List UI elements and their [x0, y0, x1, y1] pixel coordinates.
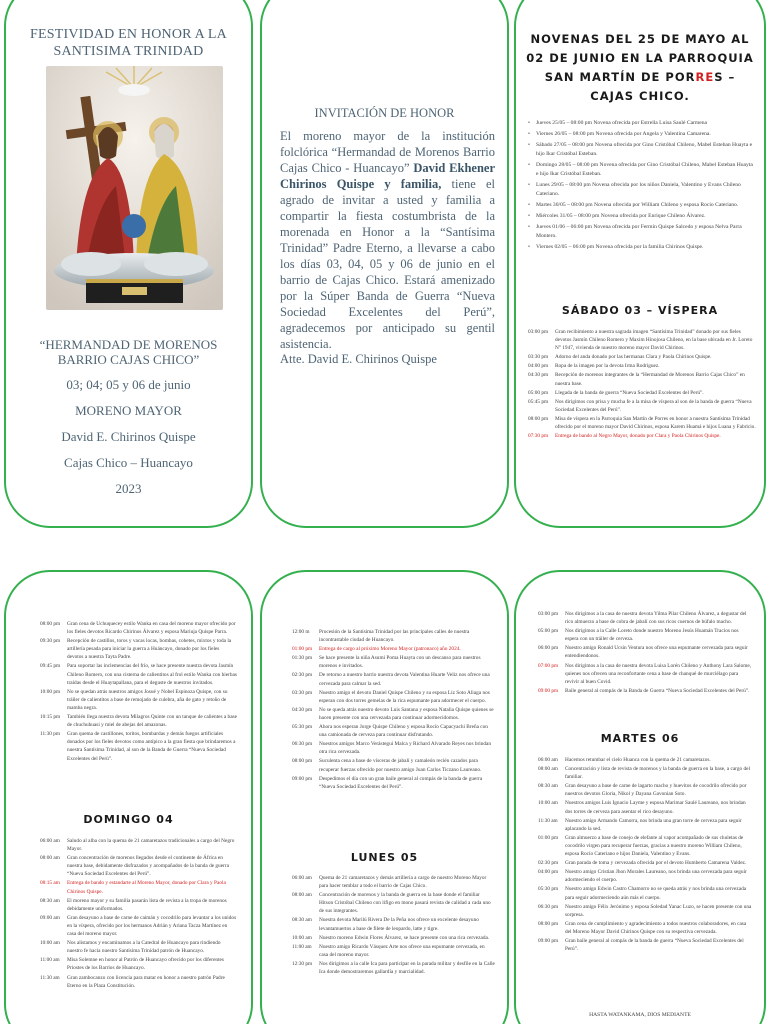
schedule-row	[528, 432, 756, 440]
schedule-row	[292, 645, 495, 653]
schedule-row	[292, 943, 495, 959]
closing-line: HASTA WATANKAMA, DIOS MEDIANTE	[589, 1012, 691, 1018]
schedule-time: 12:30 pm	[292, 960, 313, 967]
schedule-time: 10:00 pm	[40, 688, 61, 695]
schedule-description: Nuestra devota Marilú Rivera De la Peña nos ofrece un excelente desayuno levantamuertos a base de filete de leopardo, latte y tigre.	[319, 917, 479, 932]
schedule-row	[292, 757, 495, 773]
schedule-description: Gran cena de cumplimiento y agradecimiento a todos nuestros colaboradores, en casa del Moreno Mayor David Chirinos Quispe con su respectiva cervezada.	[565, 920, 747, 935]
schedule-row	[40, 854, 237, 878]
schedule-row	[528, 362, 756, 370]
schedule-time: 11:30 pm	[40, 731, 60, 738]
schedule-description: Gran cena de Uchuquecey estilo Wanka en casa del moreno mayor ofrecido por los fieles devotos Ricardo Chirinos Álvarez y esposa Mariuja Quispe Parra.	[67, 621, 236, 636]
schedule-row	[40, 956, 237, 972]
schedule-description: No se queda atrás nuestro devoto Luis Santana y esposa Natalia Quispe quienes se hacen presente con una cervezada para continuar adormecidomos.	[319, 706, 494, 721]
schedule-description: Nos dirigimos a la casa de nuestra devota Yilma Pilar Chileno Álvarez, a degustar del rico almuerzo a base de cobra de jabalí con sus ricos cuernos de búfalo macho.	[565, 611, 747, 626]
schedule-row	[292, 740, 495, 756]
schedule-time: 08:00 am	[292, 892, 312, 899]
schedule-time: 11:30 am	[40, 974, 60, 981]
schedule-row	[292, 934, 495, 942]
novena-item: • Jueves 25/05 – 08:00 pm Novena ofrecida por Estrella Luisa Saulé Carmena	[528, 119, 756, 128]
trinity-statue-image	[46, 66, 223, 310]
novena-item: • Viernes 26/05 – 08:00 pm Novena ofrecida por Angela y Valentina Camarena.	[528, 130, 756, 139]
schedule-description: Recepción de morenos integrantes de la “Hermandad de Morenos Barrio Cajas Chico” en nuestra base.	[555, 372, 745, 387]
schedule-time: 06:00 am	[292, 875, 312, 881]
schedule-time: 07:30 pm	[528, 433, 549, 440]
schedule-time: 08:30 am	[538, 783, 558, 790]
location: Cajas Chico – Huancayo	[64, 455, 193, 470]
schedule-description: Nuestro amigo el devoto Daniel Quispe Chileno y su esposa Liz Soto Aliaga nos esperan con dos torres gemelas de la rica espumante para adormecer el cuerpo.	[319, 689, 490, 704]
monday-evening-schedule	[538, 610, 752, 696]
novenas-title-part-1: NOVENAS DEL 25 DE MAYO AL 02 DE JUNIO EN LA PARROQUIA SAN MARTÍN DE POR	[526, 32, 754, 84]
schedule-time: 10:15 pm	[40, 714, 61, 721]
novena-item: • Lunes 29/05 – 08:00 pm Novena ofrecida por los niños Daniela, Valentino y Evans Chileno Cateriano.	[528, 181, 756, 199]
novenas-title-part-2: S – CAJAS CHICO.	[590, 70, 736, 103]
schedule-row	[528, 389, 756, 397]
schedule-row	[292, 874, 495, 890]
schedule-row	[292, 723, 495, 739]
novena-item: • Domingo 28/05 – 08:00 pm Novena ofrecida por Gino Cristóbal Chileno, Mabel Esteban Huayta e hijo Ikar Cristóbal Esteban.	[528, 161, 756, 179]
schedule-description: Concentración y lista de revista de morenos y la banda de guerra en la base, a cargo del familiar.	[565, 766, 750, 781]
schedule-description: Adorno del anda donado por las hermanas Clara y Paola Chirinos Quispe.	[555, 354, 712, 361]
schedule-time: 03:00 pm	[538, 611, 559, 617]
schedule-time: 05:30 pm	[538, 886, 559, 893]
schedule-row	[292, 628, 495, 644]
schedule-row	[538, 662, 752, 686]
novena-item: • Jueves 01/06 – 06:00 pm Novena ofrecida por Fermín Quispe Salcedo y esposa Nelva Parra Montero.	[528, 223, 756, 241]
schedule-time: 05:45 pm	[528, 398, 549, 405]
schedule-time: 04:30 pm	[292, 706, 313, 713]
schedule-time: 08:00 pm	[292, 758, 313, 765]
schedule-time: 02:30 pm	[292, 672, 313, 679]
schedule-row	[292, 916, 495, 932]
schedule-time: 05:30 pm	[292, 724, 313, 731]
schedule-description: Nuestro amigo Edwin Castro Chamorro no se queda atrás y nos brinda una cervezada para seguir adormeciendo aún más el cuerpo.	[565, 886, 747, 901]
schedule-time: 10:00 am	[40, 940, 60, 947]
schedule-row	[292, 891, 495, 915]
domingo-schedule	[40, 837, 237, 991]
schedule-description: Nuestro amigo Armando Camorra, nos brinda una gran torre de cerveza para seguir aplacando la sed.	[565, 817, 742, 832]
martes-schedule	[538, 756, 752, 954]
novena-item: • Viernes 02/05 – 06:00 pm Novena ofrecida por la familia Chirinos Quispe.	[528, 243, 756, 252]
schedule-description: El moreno mayor y su familia pasarán lista de revista a la tropa de morenos debidamente uniformados.	[67, 897, 227, 912]
schedule-row	[292, 689, 495, 705]
schedule-row	[40, 620, 237, 636]
schedule-time: 08:00 pm	[538, 920, 559, 927]
schedule-description: Procesión de la Santísima Trinidad por las principales calles de nuestra incontrastable ciudad de Huancayo.	[319, 629, 470, 644]
schedule-description: Para soportar las inclemencias del frío, se hace presente nuestra devota Jasmín Chileno Romero, con una cisterna de calientitos al frol estilo Wanka con hierbas traídas desde el Huaytapallana, para el deguste de nuestros invitados.	[67, 663, 237, 686]
schedule-time: 08:00 pm	[40, 621, 61, 627]
schedule-row	[538, 885, 752, 901]
schedule-time: 08:30 am	[40, 897, 60, 904]
schedule-description: Entrega de bando y estandarte al Moreno Mayor, donado por Clara y Paola Chirinos Quispe.	[67, 880, 226, 895]
invitation-host: David Ekhener Chirinos Quispe y familia,	[280, 161, 496, 191]
sabado-schedule	[528, 328, 756, 441]
schedule-row	[40, 637, 237, 661]
schedule-time: 04:00 pm	[528, 363, 549, 370]
schedule-description: De retorno a nuestro barrio nuestra devota Valentina Huarte Veliz nos ofrece una cervezada para calmar la sed.	[319, 672, 490, 687]
invitation-text-2: tiene el agrado de invitar a usted y familia a compartir la fiesta costumbrista de la morenada en Honor a la “Santísima Trinidad” Padre Eterno, a llevarse a cabo los días 03, 04, 05 y 06 de junio en el barrio de Cajas Chico. Estará amenizado por la Súper Banda de Guerra “Nueva Sociedad Excelentes del Perú”, agradecemos por anticipado su gentil asistencia.	[280, 177, 495, 351]
schedule-time: 10:00 am	[538, 800, 558, 807]
schedule-time: 09:45 pm	[40, 663, 61, 670]
schedule-time: 06:00 am	[40, 838, 60, 844]
schedule-description: Gran baile general al compás de la banda de guerra “Nueva Sociedad Excelentes del Perú”.	[565, 937, 744, 953]
schedule-row	[538, 859, 752, 867]
schedule-row	[538, 610, 752, 626]
lunes-heading: LUNES 05	[350, 851, 419, 864]
sunday-afternoon-schedule	[292, 628, 495, 792]
schedule-time: 09:30 pm	[40, 638, 61, 645]
schedule-time: 08:00 am	[40, 855, 60, 862]
schedule-description: Quema de 21 camaretazos y demás artillería a cargo de nuestro Moreno Mayor para hacer temblar a todo el barrio de Cajas Chico.	[319, 875, 487, 890]
schedule-description: Despedimos el día con un gran baile general al compás de la banda de guerra “Nueva Sociedad Excelentes del Perú”.	[319, 775, 483, 790]
schedule-description: Gran parada de toma y cervezada ofrecida por el devoto Humberto Camarena Valdez.	[565, 860, 747, 867]
schedule-description: Nuestro moreno Edwin Flores Álvarez, se hace presente con una rica cervezada.	[319, 934, 490, 941]
schedule-description: Nuestros amigos Marco Verástegui Malca y Richard Alvarado Reyes nos brindan otra rica cervezada.	[319, 741, 492, 756]
schedule-time: 06:30 pm	[538, 903, 559, 910]
schedule-row	[40, 730, 237, 762]
schedule-description: Gran quema de castillones, toritos, bombardas y demás fuegos artificiales donados por los fieles devotos como antípico a la gran fiesta que brindaremos a nuestra Santísima Trinidad, al son de la Banda de Guerra “Nueva Sociedad Excelentes del Perú”.	[67, 731, 236, 762]
novena-item: • Martes 30/05 – 08:00 pm Novena ofrecida por William Chileno y esposa Rocío Cateriano.	[528, 201, 756, 210]
schedule-description: Suculenta cena a base de vísceras de jabalí y camaleón recién cazados para recuperar fuerzas ofrecido por nuestro amigo Juan Carlos Ticzano Laureano.	[319, 758, 482, 773]
schedule-time: 04:00 pm	[538, 869, 559, 876]
schedule-description: Nos dirigimos a la casa de nuestra devota Luisa Lorén Chileno y Anthony Lara Salome, quienes nos ofrecen una reconfortante cena a base de chanqué de murciélago para revivir al buen Covid.	[565, 662, 752, 685]
schedule-description: Ropa de la imagen por la devota Irma Rodríguez.	[555, 363, 660, 370]
panel-novenas	[514, 0, 766, 528]
schedule-description: También llega nuestra devota Milagros Quinte con un tanque de calientes a base de chuchuhuasi y miel de abejas del amazonas.	[67, 714, 237, 729]
domingo-heading: DOMINGO 04	[83, 813, 174, 826]
schedule-time: 01:00 pm	[292, 646, 313, 653]
schedule-row	[528, 328, 756, 352]
schedule-time: 12:00 m	[292, 629, 310, 635]
schedule-time: 05:00 pm	[528, 389, 549, 396]
schedule-row	[40, 914, 237, 938]
schedule-description: Nuestro amigo Ricardo Vásquez Arte nos ofrece una espumante cervezada, en casa del moreno mayor.	[319, 943, 485, 958]
schedule-time: 03:00 pm	[528, 329, 549, 335]
schedule-description: Gran desayuno a base de carne de lagarto macho y huevitos de cocodrilo ofrecido por nuestros devotos Gloria, Nikol y Dayana Gavonian Soto.	[565, 783, 747, 798]
schedule-row	[538, 644, 752, 660]
schedule-row	[538, 834, 752, 858]
schedule-row	[40, 879, 237, 895]
schedule-row	[40, 688, 237, 712]
schedule-time: 06:00 pm	[538, 645, 559, 652]
schedule-time: 11:00 am	[292, 943, 312, 950]
schedule-description: No se quedan atrás nuestros amigos Josué y Nobel Espinoza Quispe, con su tráiler de calientitos a base de remojado de culebra, aña de gato y retoño de mamba negra.	[67, 688, 228, 711]
schedule-description: Nos alistamos y encaminamos a la Catedral de Huancayo para rindiendo nuestro fe hacia nuestro Santísima Trinidad patrón de Huancayo.	[67, 940, 221, 955]
panel-saturday-night-sunday	[4, 570, 253, 1024]
schedule-row	[292, 775, 495, 791]
schedule-row	[538, 782, 752, 798]
schedule-time: 08:15 am	[40, 880, 60, 887]
host-name: David E. Chirinos Quispe	[61, 429, 196, 444]
schedule-time: 03:30 pm	[528, 354, 549, 361]
event-dates: 03; 04; 05 y 06 de junio	[66, 377, 191, 392]
schedule-description: Nos dirigimos a la calle Ica para participar en la parada militar y desfile en la Calle Ica donde demostraremos gallardía y marcialidad.	[319, 960, 495, 976]
schedule-description: Entrega de bando al Negro Mayor, donado por Clara y Paola Chirinos Quispe.	[555, 433, 721, 440]
schedule-description: Baile general al compás de la Banda de Guerra “Nueva Sociedad Excelentes del Perú”.	[565, 687, 750, 694]
schedule-row	[538, 765, 752, 781]
schedule-time: 10:00 am	[292, 934, 312, 941]
novena-list	[528, 119, 756, 254]
sabado-heading: SÁBADO 03 – VÍSPERA	[561, 304, 719, 317]
schedule-description: Hacemos retumbar el cielo Huanca con la quema de 21 camaretazos.	[565, 757, 711, 763]
invitation-signature: Atte. David E. Chirinos Quispe	[280, 352, 437, 366]
schedule-description: Gran desayuno a base de carne de caimán y cocodrilo para levantar a los unidos en la víspera, ofrecido por los hermanos Adrián y Ariana Tacza Martínez en casa del moreno mayor.	[67, 914, 237, 938]
schedule-description: Entrega de cargo al próximo Moreno Mayor (patronaco) año 2024.	[319, 646, 461, 653]
schedule-row	[40, 939, 237, 955]
panel-monday-tuesday	[514, 570, 766, 1024]
schedule-description: Misa de víspera en la Parroquia San Martín de Porres en honor a nuestra Santísima Trinidad ofrecido por el moreno mayor David Chirinos, esposa Karem Huamá e hijos Luana y Fabricio.	[555, 415, 756, 431]
schedule-row	[528, 398, 756, 414]
year: 2023	[115, 481, 142, 496]
invitation-text-1: El moreno mayor de la institución folclórica “Hermandad de Morenos Barrio Cajas Chico - Huancayo”	[280, 129, 495, 175]
schedule-description: Se hace presente la niña Asumi Poma Huayta con un descanso para nuestros morenos e invitados.	[319, 655, 481, 670]
schedule-description: Misa Solemne en honor al Patrón de Huancayo ofrecido por los diferentes Priostes de los Barrios de Huancayo.	[67, 957, 224, 972]
schedule-time: 02:30 pm	[538, 860, 559, 867]
schedule-row	[40, 713, 237, 729]
panel-sunday-monday	[260, 570, 509, 1024]
schedule-time: 11:00 am	[40, 957, 60, 964]
schedule-row	[538, 937, 752, 953]
schedule-time: 09:00 pm	[538, 937, 559, 944]
cover-title: FESTIVIDAD EN HONOR A LA SANTISIMA TRINIDAD	[30, 27, 227, 59]
schedule-row	[40, 974, 237, 990]
schedule-time: 07:00 pm	[538, 662, 559, 669]
schedule-description: Saludo al alba con la quema de 21 camaretazos tradicionales a cargo del Negro Mayor.	[67, 838, 235, 853]
schedule-time: 06:30 pm	[292, 741, 313, 748]
schedule-time: 09:00 pm	[538, 687, 559, 694]
schedule-row	[538, 903, 752, 919]
schedule-row	[538, 817, 752, 833]
lunes-schedule	[292, 874, 495, 977]
schedule-description: Gran concentración de morenos llegados desde el continente de África en nuestra base, debidamente disfrazados y acompañados de la banda de guerra “Nueva Sociedad Excelentes del Perú”.	[67, 855, 229, 878]
schedule-time: 08:00 am	[538, 766, 558, 773]
schedule-row	[538, 756, 752, 764]
schedule-description: Nuestros amigos Luis Ignacio Layme y esposa Marimar Saulé Laureano, nos brindan dos torres de cerveza para asentar el rico desayuno.	[565, 800, 746, 815]
invitation-title: INVITACIÓN DE HONOR	[314, 106, 455, 120]
saturday-night-schedule	[40, 620, 237, 764]
schedule-time: 05:00 pm	[538, 628, 559, 635]
schedule-description: Gran zambocanzo con licencia para matar en honor a nuestro patrón Padre Eterno en la Plaza Constitución.	[67, 974, 225, 989]
schedule-row	[292, 706, 495, 722]
schedule-time: 09:00 pm	[292, 775, 313, 782]
schedule-time: 08:00 pm	[528, 415, 549, 422]
schedule-description: Nuestro amigo Cristian Jhon Morales Laureano, nos brinda una cervezada para seguir adormeciendo el cuerpo.	[565, 869, 747, 884]
invitation-body	[280, 128, 495, 352]
novena-item: • Miércoles 31/05 – 08:00 pm Novena ofrecida por Enrique Chileno Álvarez.	[528, 212, 756, 221]
schedule-description: Ahora nos esperan Jorge Quispe Chileno y esposa Rocío Capacyachi Breña con una camionada de cerveza para continuar disfrutando.	[319, 724, 488, 739]
schedule-description: Llegada de la banda de guerra “Nueva Sociedad Excelentes del Perú”.	[555, 389, 704, 396]
schedule-row	[292, 654, 495, 670]
schedule-description: Nuestro amigo Ronald Ucsin Ventura nos ofrece una espumante cervezada para seguir entendiendonos.	[565, 645, 748, 660]
novena-item: • Sábado 27/05 – 08:00 pm Novena ofrecida por Gino Cristóbal Chileno, Mabel Esteban Huayta e hijo Ikar Cristóbal Esteban.	[528, 141, 756, 159]
novenas-title-red: RE	[695, 70, 715, 84]
schedule-time: 01:00 pm	[538, 834, 559, 841]
role-label: MORENO MAYOR	[75, 403, 182, 418]
schedule-description: Gran recibimiento a nuestra sagrada imagen “Santísima Trinidad” donado por sus fieles devotos Jasmín Chileno Romero y Maxim Hinojosa Chileno, en la base ubicada en Jr. Loreto N° 1947, vivienda de nuestro moreno mayor David Chirinos.	[555, 329, 753, 352]
schedule-time: 03:30 pm	[292, 689, 313, 696]
schedule-row	[40, 662, 237, 686]
schedule-description: Nuestro amigo Félix Jerónimo y esposa Soledad Yanac Luzo, se hacen presente con una sorpresa.	[565, 903, 752, 918]
schedule-row	[538, 687, 752, 695]
schedule-row	[538, 799, 752, 815]
martes-heading: MARTES 06	[600, 732, 680, 745]
schedule-time: 08:30 am	[292, 917, 312, 924]
schedule-time: 04:30 pm	[528, 372, 549, 379]
schedule-row	[292, 671, 495, 687]
schedule-description: Nos dirigimos con prisa y mucha fe a la misa de víspera al son de la banda de guerra “Nueva Sociedad Excelentes del Perú”.	[555, 398, 752, 413]
schedule-row	[528, 371, 756, 387]
schedule-row	[40, 837, 237, 853]
schedule-row	[528, 353, 756, 361]
schedule-description: Recepción de castillos, toros y vacas locas, bombas, cohetes, mixtos y toda la artillería pesada para iniciar la guerra a Huáncayo, donado por los fieles devotos a nuestra Tayta Padre.	[67, 638, 232, 661]
schedule-description: Concentración de morenos y la banda de guerra en la base donde el familiar Hitson Cristóbal Chileno con lifigo en mono pasará revista de calidad a cada uno de sus integrantes.	[319, 892, 491, 915]
schedule-row	[528, 415, 756, 431]
schedule-row	[292, 960, 495, 976]
schedule-description: Nos dirigimos a la Calle Loreto donde nuestro Moreno Jesús Huamán Tracios nos espera con un tráiler de cerveza.	[565, 628, 739, 643]
schedule-time: 06:00 am	[538, 757, 558, 763]
schedule-row	[538, 627, 752, 643]
schedule-time: 11:30 am	[538, 817, 558, 824]
schedule-row	[40, 897, 237, 913]
panel-cover	[4, 0, 253, 528]
schedule-description: Gran almuerzo a base de conejo de elefante al vapor acompañado de sus chuletas de cocodrilo virgen para recuperar fuerzas, gracias a nuestro moreno William Chileno, esposa Rocío Cateriano e hijos Daniela, Valentino y Evans.	[565, 834, 744, 858]
schedule-time: 09:00 am	[40, 914, 60, 921]
panel-invitation	[260, 0, 509, 528]
novenas-title	[526, 30, 754, 106]
schedule-row	[538, 868, 752, 884]
schedule-time: 01:30 pm	[292, 655, 313, 662]
schedule-row	[538, 920, 752, 936]
organization-name: “HERMANDAD DE MORENOS BARRIO CAJAS CHICO”	[39, 337, 218, 367]
